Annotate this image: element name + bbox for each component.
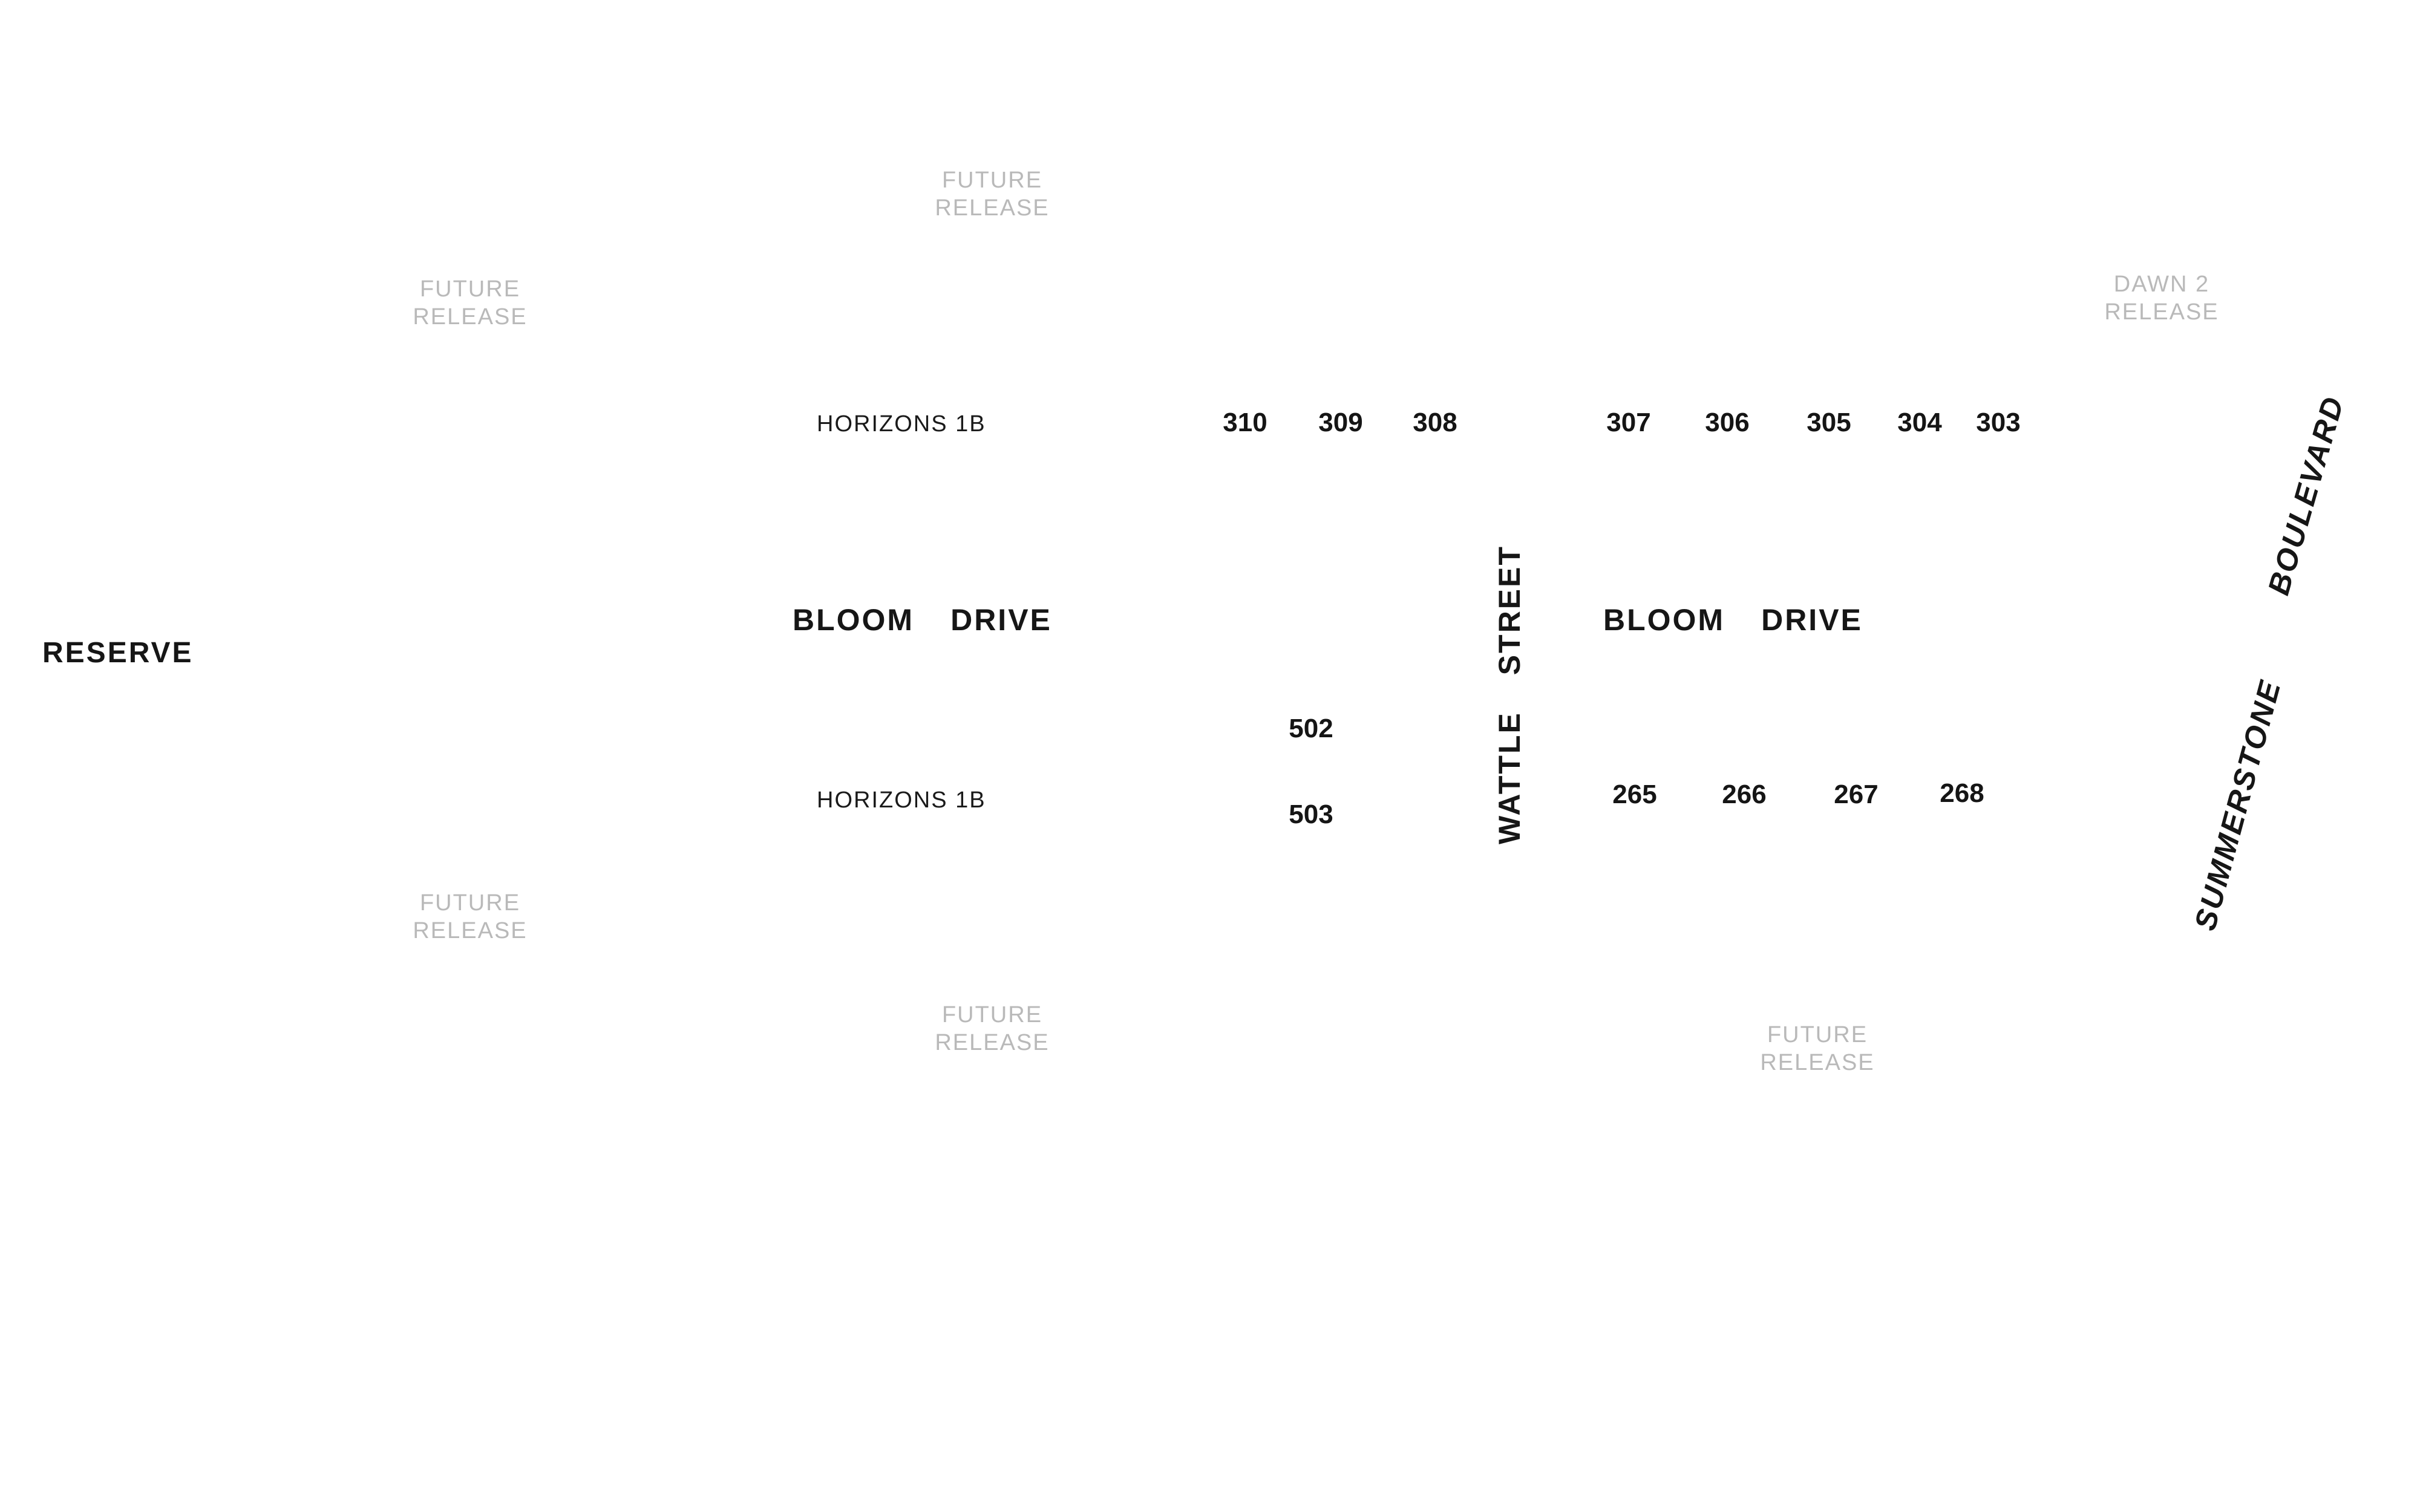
future-release-top-center — [935, 166, 1049, 222]
street-bloom-drive-east — [1603, 605, 1863, 635]
future-release-bottom-center — [935, 1001, 1049, 1057]
street-word: WATTLE — [1493, 711, 1526, 844]
lot-267[interactable]: 267 — [1834, 780, 1879, 809]
street-summerstone: SUMMERSTONE — [2188, 676, 2288, 934]
future-release-bottom-right — [1760, 1021, 1874, 1077]
street-reserve: RESERVE — [42, 637, 194, 669]
street-wattle-street — [1493, 544, 1531, 844]
street-boulevard: BOULEVARD — [2261, 391, 2351, 599]
future-release-line2: RELEASE — [935, 195, 1050, 221]
future-release-line1: FUTURE — [419, 276, 521, 302]
future-release-top-left — [413, 275, 527, 331]
lot-503[interactable]: 503 — [1289, 800, 1333, 829]
future-release-line1: FUTURE — [419, 890, 521, 916]
street-word: DRIVE — [950, 603, 1052, 637]
street-word: BLOOM — [1603, 603, 1725, 637]
lot-308[interactable]: 308 — [1413, 408, 1457, 437]
lot-266[interactable]: 266 — [1722, 780, 1767, 809]
street-word: BLOOM — [793, 603, 915, 637]
lot-309[interactable]: 309 — [1318, 408, 1363, 437]
dawn-release-line2: RELEASE — [2104, 299, 2219, 325]
stage-label-north: HORIZONS 1B — [817, 411, 986, 437]
lot-502[interactable]: 502 — [1289, 714, 1333, 743]
future-release-line2: RELEASE — [413, 304, 528, 330]
lot-304[interactable]: 304 — [1897, 408, 1942, 437]
street-bloom-drive-west — [793, 605, 1052, 635]
stage-label-south: HORIZONS 1B — [817, 787, 986, 813]
lot-303[interactable]: 303 — [1976, 408, 2021, 437]
lot-307[interactable]: 307 — [1606, 408, 1651, 437]
future-release-line1: FUTURE — [941, 168, 1043, 193]
future-release-line1: FUTURE — [1767, 1022, 1868, 1048]
future-release-line1: FUTURE — [941, 1002, 1043, 1028]
dawn-2-release — [2104, 270, 2219, 326]
street-word: STREET — [1493, 544, 1526, 676]
lot-310[interactable]: 310 — [1223, 408, 1267, 437]
lot-305[interactable]: 305 — [1807, 408, 1851, 437]
future-release-line2: RELEASE — [413, 918, 528, 943]
future-release-bottom-left — [413, 889, 527, 945]
lot-306[interactable]: 306 — [1705, 408, 1750, 437]
future-release-line2: RELEASE — [1760, 1050, 1875, 1075]
future-release-line2: RELEASE — [935, 1030, 1050, 1055]
lot-265[interactable]: 265 — [1612, 780, 1657, 809]
street-word: DRIVE — [1761, 603, 1863, 637]
dawn-release-line1: DAWN 2 — [2113, 272, 2210, 297]
lot-268[interactable]: 268 — [1940, 778, 1984, 808]
